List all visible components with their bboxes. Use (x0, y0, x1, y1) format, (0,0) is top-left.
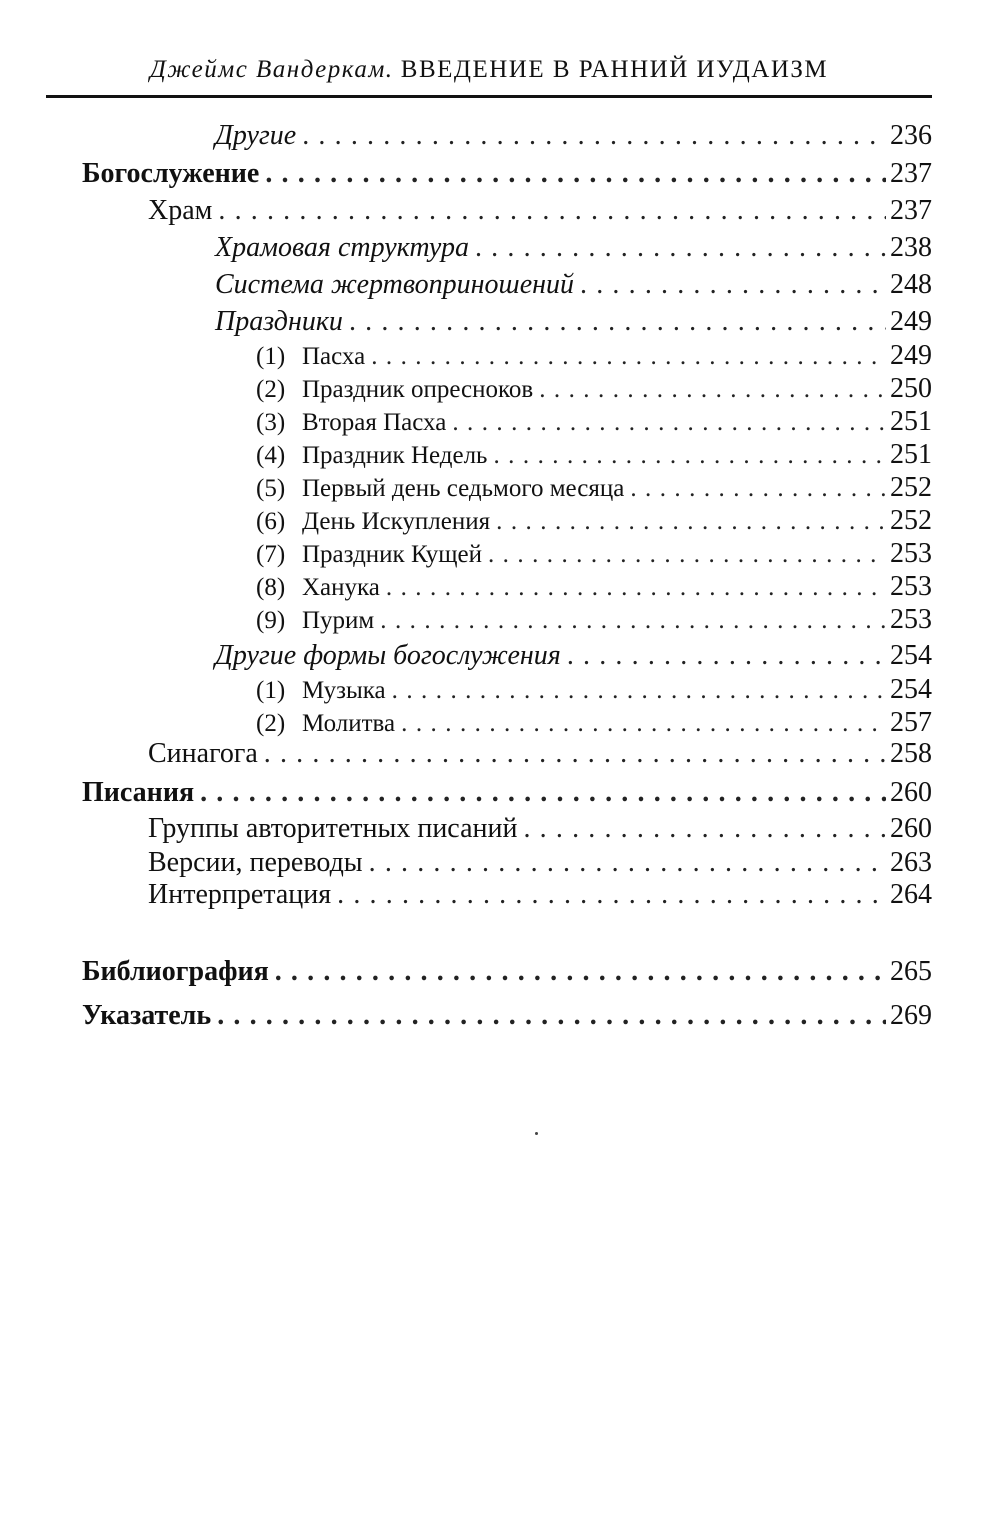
toc-entry-label: Музыка (302, 677, 386, 704)
toc-entry-page: 249 (890, 306, 932, 337)
dot-leader (392, 678, 886, 703)
toc-entry[interactable] (215, 642, 932, 670)
dot-leader (580, 271, 886, 299)
toc-entry[interactable] (256, 342, 932, 370)
dot-leader (371, 344, 886, 369)
toc-entry[interactable] (256, 507, 932, 535)
toc-entry-label: Синагога (148, 738, 258, 769)
toc-entry-number: (2) (256, 376, 286, 403)
toc-entry-page: 253 (890, 571, 932, 602)
print-speck (535, 1132, 538, 1135)
running-head (46, 56, 932, 84)
toc-entry-label: Храм (148, 195, 213, 226)
toc-entry-page: 236 (890, 120, 932, 151)
toc-entry[interactable] (82, 779, 932, 807)
dot-leader (488, 542, 886, 567)
toc-entry-page: 265 (890, 956, 932, 987)
dot-leader (302, 122, 886, 150)
toc-entry-page: 253 (890, 538, 932, 569)
toc-entry[interactable] (215, 234, 932, 262)
toc-entry-label: Группы авторитетных писаний (148, 813, 518, 844)
toc-entry[interactable] (256, 709, 932, 737)
toc-entry-page: 238 (890, 232, 932, 263)
toc-entry[interactable] (256, 441, 932, 469)
toc-entry-page: 253 (890, 604, 932, 635)
toc-entry[interactable] (148, 815, 932, 843)
toc-entry[interactable] (256, 676, 932, 704)
toc-entry-label: Молитва (302, 710, 396, 737)
toc-entry[interactable] (215, 271, 932, 299)
dot-leader (496, 509, 886, 534)
toc-entry-page: 254 (890, 640, 932, 671)
dot-leader (337, 881, 886, 909)
toc-entry[interactable] (148, 197, 932, 225)
toc-entry-page: 237 (890, 195, 932, 226)
toc-entry-label: Праздник Кущей (302, 541, 482, 568)
toc-entry[interactable] (148, 849, 932, 877)
toc-entry-page: 260 (890, 777, 932, 808)
toc-entry-page: 251 (890, 406, 932, 437)
toc-entry-number: (1) (256, 677, 286, 704)
toc-entry-number: (3) (256, 409, 286, 436)
dot-leader (380, 608, 886, 633)
dot-leader (630, 476, 886, 501)
toc-entry-label: Другие формы богослужения (215, 640, 561, 671)
toc-entry[interactable] (148, 881, 932, 909)
dot-leader (567, 642, 886, 670)
toc-entry[interactable] (256, 375, 932, 403)
toc-entry-number: (1) (256, 343, 286, 370)
toc-entry-label: Библиография (82, 956, 269, 987)
toc-entry-number: (5) (256, 475, 286, 502)
toc-entry[interactable] (256, 474, 932, 502)
toc-entry[interactable] (82, 160, 932, 188)
toc-entry-label: Пурим (302, 607, 375, 634)
toc-entry[interactable] (82, 958, 932, 986)
toc-entry-label: Версии, переводы (148, 847, 363, 878)
header-rule (46, 95, 932, 98)
toc-entry-label: Праздники (215, 306, 343, 337)
toc-entry[interactable] (256, 573, 932, 601)
toc-entry-page: 251 (890, 439, 932, 470)
dot-leader (523, 815, 886, 843)
toc-entry-page: 254 (890, 674, 932, 705)
dot-leader (401, 711, 886, 736)
dot-leader (275, 958, 886, 986)
dot-leader (264, 740, 886, 768)
toc-entry-label: Первый день седьмого месяца (302, 475, 625, 502)
dot-leader (475, 234, 886, 262)
toc-entry-label: Указатель (82, 1000, 212, 1031)
toc-entry[interactable] (82, 1002, 932, 1030)
toc-entry-number: (8) (256, 574, 286, 601)
dot-leader (369, 849, 886, 877)
toc-entry[interactable] (148, 740, 932, 768)
toc-entry-label: Ханука (302, 574, 380, 601)
toc-entry-label: Интерпретация (148, 879, 332, 910)
toc-entry-page: 263 (890, 847, 932, 878)
toc-entry-page: 249 (890, 340, 932, 371)
toc-entry-label: Праздник опресноков (302, 376, 534, 403)
running-head-author: Джеймс Вандеркам. (149, 56, 394, 83)
running-head-title: ВВЕДЕНИЕ В РАННИЙ ИУДАИЗМ (400, 56, 829, 83)
toc-entry-label: День Искупления (302, 508, 491, 535)
toc-entry-number: (7) (256, 541, 286, 568)
toc-entry-number: (2) (256, 710, 286, 737)
toc-entry-page: 269 (890, 1000, 932, 1031)
toc-entry-label: Система жертвоприношений (215, 269, 575, 300)
toc-entry[interactable] (215, 122, 932, 150)
dot-leader (452, 410, 886, 435)
toc-entry-number: (9) (256, 607, 286, 634)
toc-entry-page: 258 (890, 738, 932, 769)
toc-entry-page: 250 (890, 373, 932, 404)
toc-entry-page: 257 (890, 707, 932, 738)
toc-entry[interactable] (256, 408, 932, 436)
toc-entry-page: 248 (890, 269, 932, 300)
toc-entry[interactable] (256, 540, 932, 568)
toc-entry-label: Богослужение (82, 158, 260, 189)
dot-leader (217, 1002, 886, 1030)
dot-leader (200, 779, 886, 807)
dot-leader (493, 443, 886, 468)
dot-leader (349, 308, 886, 336)
toc-entry-page: 252 (890, 505, 932, 536)
toc-entry-label: Вторая Пасха (302, 409, 447, 436)
toc-entry[interactable] (215, 308, 932, 336)
dot-leader (386, 575, 886, 600)
dot-leader (539, 377, 886, 402)
dot-leader (218, 197, 886, 225)
toc-entry-label: Праздник Недель (302, 442, 488, 469)
toc-entry-label: Писания (82, 777, 195, 808)
toc-entry-page: 264 (890, 879, 932, 910)
toc-entry-number: (6) (256, 508, 286, 535)
toc-entry-number: (4) (256, 442, 286, 469)
toc-entry-label: Другие (215, 120, 297, 151)
toc-entry-page: 260 (890, 813, 932, 844)
dot-leader (265, 160, 886, 188)
toc-entry-label: Храмовая структура (215, 232, 469, 263)
toc-entry-page: 237 (890, 158, 932, 189)
toc-entry-page: 252 (890, 472, 932, 503)
toc-entry[interactable] (256, 606, 932, 634)
toc-entry-label: Пасха (302, 343, 366, 370)
